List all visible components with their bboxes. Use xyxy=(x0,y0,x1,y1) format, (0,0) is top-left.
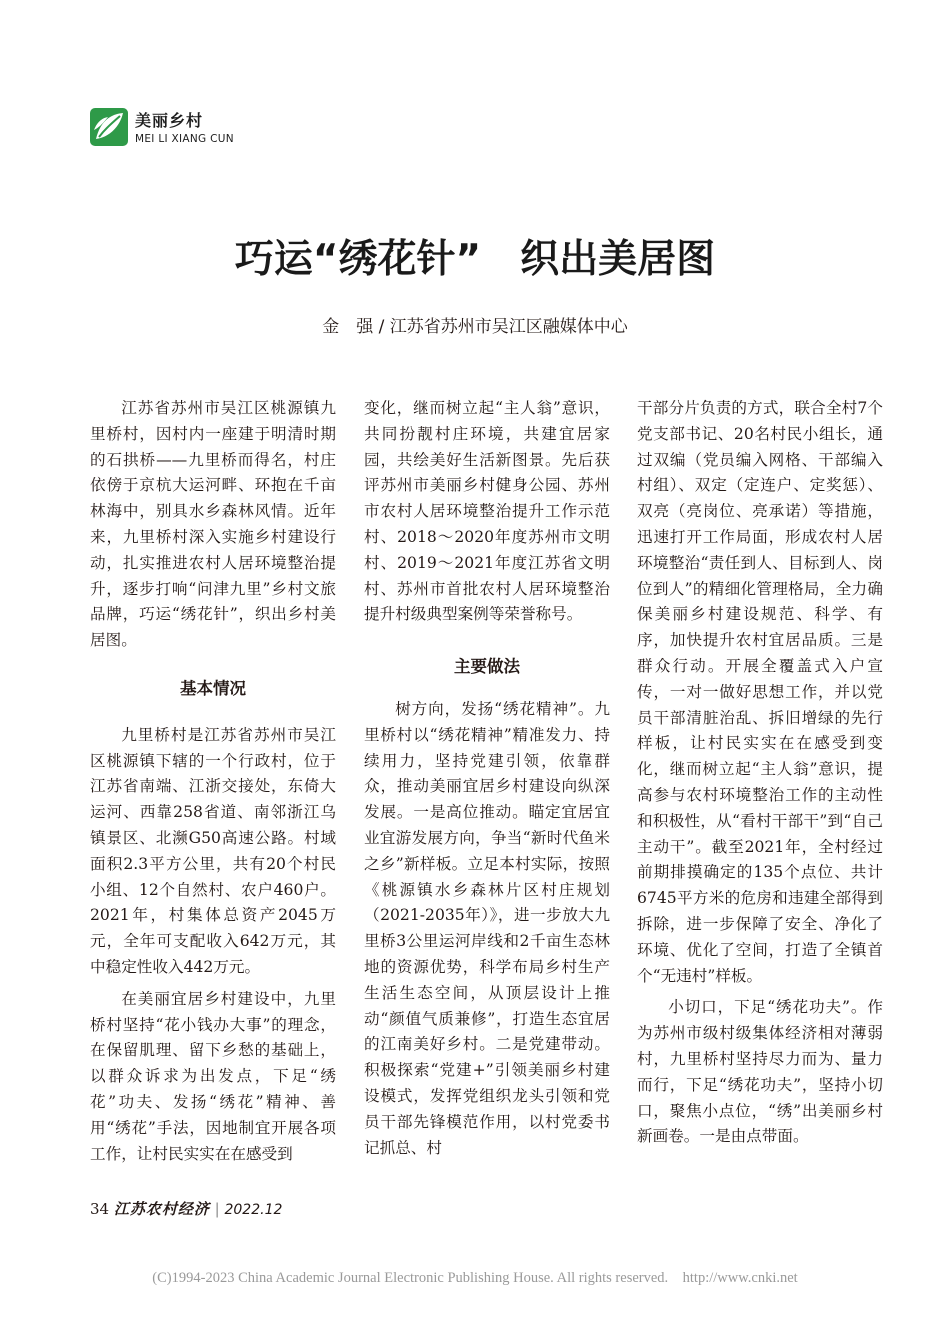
page-footer xyxy=(90,1198,282,1219)
section-heading-basic: 基本情况 xyxy=(180,678,246,698)
footer-divider: | xyxy=(209,1200,225,1218)
paragraph: 干部分片负责的方式，联合全村7个党支部书记、20名村民小组长，通过双编（党员编入网格、干部编入村组）、双定（定连户、定奖惩）、双亮（亮岗位、亮承诺）等措施，迅速打开工作局面，形成农村人居环境整治“责任到人、目标到人、岗位到人”的精细化管理格局，全力确保美丽乡村建设规范、科学、有序，加快提升农村宜居品质。三是群众行动。开展全覆盖式入户宣传，一对一做好思想工作，并以党员干部清脏治乱、拆旧增绿的先行样板，让村民实实在在感受到变化，继而树立起“主人翁”意识，提高参与农村环境整治工作的主动性和积极性，从“看村干部干”到“自己主动干”。截至2021年，全村经过前期排摸确定的135个点位、共计6745平方米的危房和违建全部得到拆除，进一步保障了安全、净化了环境、优化了空间，打造了全镇首个“无违村”样板。 xyxy=(637,399,883,985)
section-heading-methods: 主要做法 xyxy=(454,657,520,677)
leaf-logo-icon xyxy=(90,108,128,146)
issue-number: 2022.12 xyxy=(224,1202,283,1218)
section-pinyin: MEI LI XIANG CUN xyxy=(135,133,234,145)
article-byline: 金 强 / 江苏省苏州市吴江区融媒体中心 xyxy=(322,317,628,337)
copyright-notice: (C)1994-2023 China Academic Journal Electronic Publishing House. All rights reserved. http://www.cnki.net xyxy=(152,1270,798,1286)
paragraph: 小切口，下足“绣花功夫”。作为苏州市级村级集体经济相对薄弱村，九里桥村坚持尽力而为、量力而行，下足“绣花功夫”，坚持小切口，聚焦小点位，“绣”出美丽乡村新画卷。一是由点带面。 xyxy=(637,998,883,1146)
article-column-1 xyxy=(90,396,336,1167)
article-title: 巧运“绣花针” 织出美居图 xyxy=(234,237,716,282)
section-name: 美丽乡村 xyxy=(135,111,204,130)
paragraph: 树方向，发扬“绣花精神”。九里桥村以“绣花精神”精准发力、持续用力，坚持党建引领，依靠群众，推动美丽宜居乡村建设向纵深发展。一是高位推动。瞄定宜居宜业宜游发展方向，争当“新时代鱼米之乡”新样板。立足本村实际，按照《桃源镇水乡森林片区村庄规划（2021-2035年）》，进一步放大九里桥3公里运河岸线和2千亩生态林地的资源优势，科学布局乡村生产生活生态空间，从顶层设计上推动“颜值气质兼修”，打造生态宜居的江南美好乡村。二是党建带动。积极探索“党建+”引领美丽乡村建设模式，发挥党组织龙头引领和党员干部先锋模范作用，以村党委书记抓总、村 xyxy=(364,699,610,1157)
paragraph: 在美丽宜居乡村建设中，九里桥村坚持“花小钱办大事”的理念，在保留肌理、留下乡愁的基础上，以群众诉求为出发点，下足“绣花”功夫、发扬“绣花”精神、善用“绣花”手法，因地制宜开展各项工作，让村民实实在在感受到 xyxy=(90,989,336,1163)
article-column-2 xyxy=(364,396,610,1161)
page-number: 34 xyxy=(90,1200,110,1218)
article-column-3 xyxy=(637,396,883,1150)
paragraph: 变化，继而树立起“主人翁”意识，共同扮靓村庄环境，共建宜居家园，共绘美好生活新图景。先后获评苏州市美丽乡村健身公园、苏州市农村人居环境整治提升工作示范村、2018～2020年度苏州市文明村、2019～2021年度江苏省文明村、苏州市首批农村人居环境整治提升村级典型案例等荣誉称号。 xyxy=(364,399,610,624)
paragraph: 九里桥村是江苏省苏州市吴江区桃源镇下辖的一个行政村，位于江苏省南端、江浙交接处，东倚大运河、西靠258省道、南邻浙江乌镇景区、北濒G50高速公路。村域面积2.3平方公里，共有20个村民小组、12个自然村、农户460户。2021年，村集体总资产2045万元，全年可支配收入642万元，其中稳定性收入442万元。 xyxy=(90,725,336,976)
magazine-name: 江苏农村经济 xyxy=(113,1200,210,1218)
paragraph: 江苏省苏州市吴江区桃源镇九里桥村，因村内一座建于明清时期的石拱桥——九里桥而得名，村庄依傍于京杭大运河畔、环抱在千亩林海中，别具水乡森林风情。近年来，九里桥村深入实施乡村建设行动，扎实推进农村人居环境整治提升，逐步打响“问津九里”乡村文旅品牌，巧运“绣花针”，织出乡村美居图。 xyxy=(90,399,336,650)
